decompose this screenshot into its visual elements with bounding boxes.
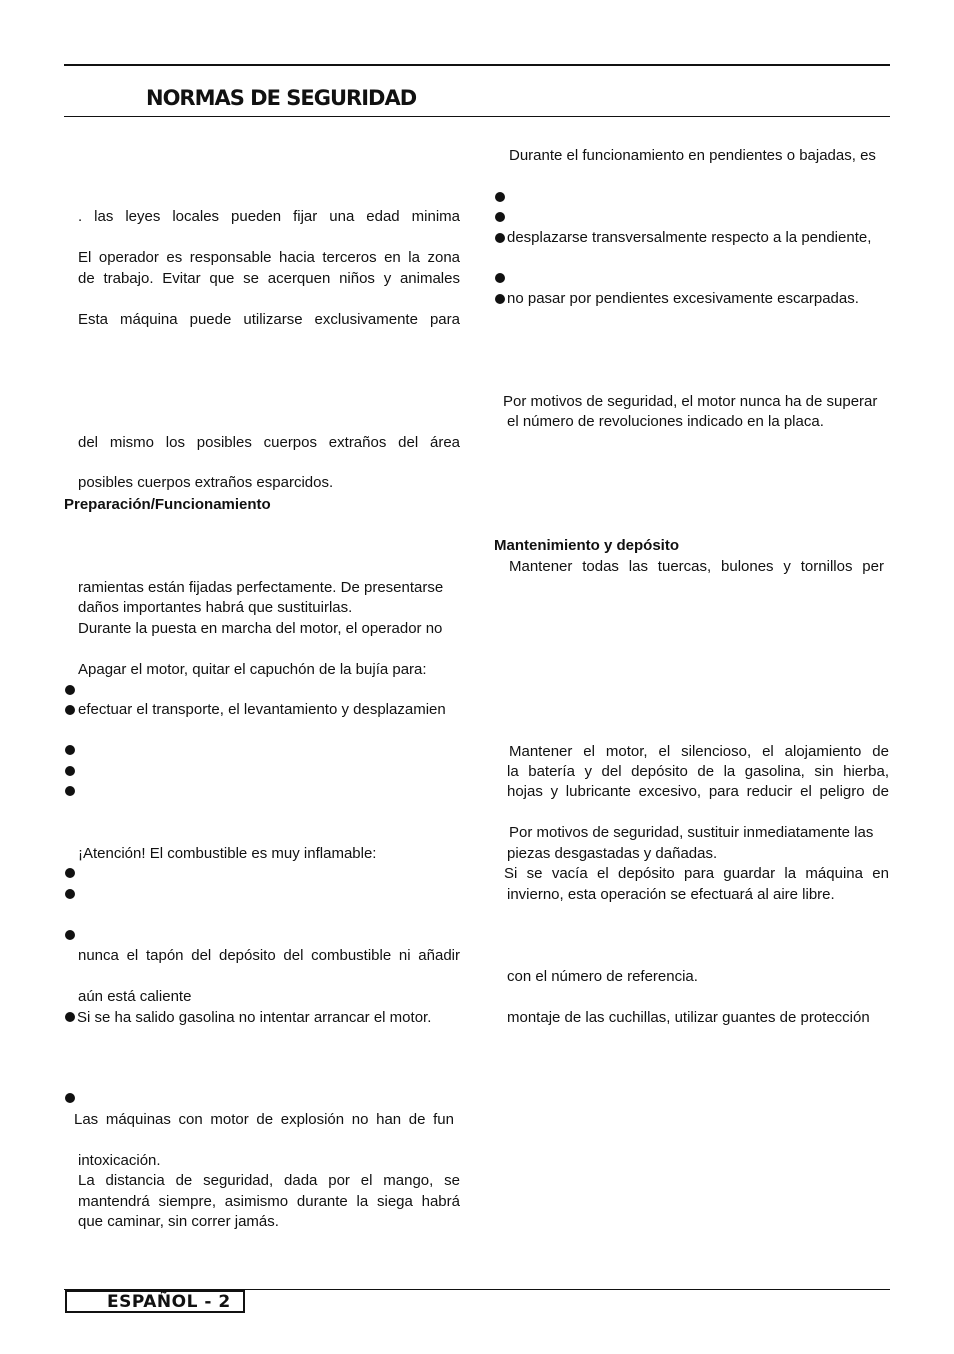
right-text-line: Por motivos de seguridad, sustituir inmediatamente las <box>509 824 874 841</box>
left-text-line: mantendrá siempre, asimismo durante la siega habrá <box>78 1193 460 1210</box>
left-text-line: posibles cuerpos extraños esparcidos. <box>78 474 334 491</box>
right-text-line: invierno, esta operación se efectuará al aire libre. <box>507 886 835 903</box>
bullet-icon <box>65 766 75 776</box>
left-text-line: Si se ha salido gasolina no intentar arrancar el motor. <box>77 1009 432 1026</box>
bullet-icon <box>65 1012 75 1022</box>
left-text-line: Apagar el motor, quitar el capuchón de la bujía para: <box>78 661 427 678</box>
left-text-line: El operador es responsable hacia terceros en la zona <box>78 249 460 266</box>
bullet-icon <box>495 192 505 202</box>
bullet-icon <box>65 889 75 899</box>
right-text-line: Si se vacía el depósito para guardar la máquina en <box>504 865 889 882</box>
left-text-line: de trabajo. Evitar que se acerquen niños y animales <box>78 270 460 287</box>
right-text-line: Por motivos de seguridad, el motor nunca ha de superar <box>503 393 878 410</box>
right-text-line: hojas y lubricante excesivo, para reducir el peligro de <box>507 783 889 800</box>
bullet-icon <box>65 1093 75 1103</box>
bullet-icon <box>65 745 75 755</box>
header-top-rule <box>64 64 890 66</box>
right-text-line: con el número de referencia. <box>507 968 698 985</box>
bullet-icon <box>495 212 505 222</box>
section-heading-mantenimiento: Mantenimiento y depósito <box>494 537 680 554</box>
left-text-line: ramientas están fijadas perfectamente. De presentarse <box>78 579 444 596</box>
right-text-line: Mantener todas las tuercas, bulones y tornillos per <box>509 558 884 575</box>
left-text-line: aún está caliente <box>78 988 192 1005</box>
right-text-line: no pasar por pendientes excesivamente escarpadas. <box>507 290 859 307</box>
bullet-icon <box>65 930 75 940</box>
right-text-line: Mantener el motor, el silencioso, el alojamiento de <box>509 743 889 760</box>
bullet-icon <box>495 273 505 283</box>
header-bottom-rule <box>64 116 890 117</box>
footer-page-label: ESPAÑOL - 2 <box>107 1292 231 1312</box>
section-heading-preparacion: Preparación/Funcionamiento <box>64 496 271 513</box>
left-text-line: . las leyes locales pueden fijar una edad minima <box>78 208 460 225</box>
bullet-icon <box>65 868 75 878</box>
left-text-line: daños importantes habrá que sustituirlas. <box>78 599 353 616</box>
left-text-line: del mismo los posibles cuerpos extraños del área <box>78 434 460 451</box>
left-text-line: intoxicación. <box>78 1152 161 1169</box>
left-text-line: ¡Atención! El combustible es muy inflamable: <box>78 845 377 862</box>
left-text-line: Las máquinas con motor de explosión no han de fun <box>74 1111 454 1128</box>
bullet-icon <box>65 705 75 715</box>
right-text-line: Durante el funcionamiento en pendientes o bajadas, es <box>509 147 876 164</box>
right-text-line: desplazarse transversalmente respecto a la pendiente, <box>507 229 872 246</box>
right-text-line: montaje de las cuchillas, utilizar guantes de protección <box>507 1009 870 1026</box>
page-title: NORMAS DE SEGURIDAD <box>146 86 417 110</box>
left-text-line: efectuar el transporte, el levantamiento y desplazamien <box>78 701 446 718</box>
left-text-line: Esta máquina puede utilizarse exclusivamente para <box>78 311 460 328</box>
bullet-icon <box>495 294 505 304</box>
left-text-line: La distancia de seguridad, dada por el mango, se <box>78 1172 460 1189</box>
right-text-line: el número de revoluciones indicado en la placa. <box>507 413 824 430</box>
bullet-icon <box>65 786 75 796</box>
right-text-line: piezas desgastadas y dañadas. <box>507 845 718 862</box>
bullet-icon <box>65 685 75 695</box>
left-text-line: que caminar, sin correr jamás. <box>78 1213 279 1230</box>
right-text-line: la batería y del depósito de la gasolina, sin hierba, <box>507 763 889 780</box>
left-text-line: nunca el tapón del depósito del combustible ni añadir <box>78 947 460 964</box>
bullet-icon <box>495 233 505 243</box>
left-text-line: Durante la puesta en marcha del motor, el operador no <box>78 620 443 637</box>
